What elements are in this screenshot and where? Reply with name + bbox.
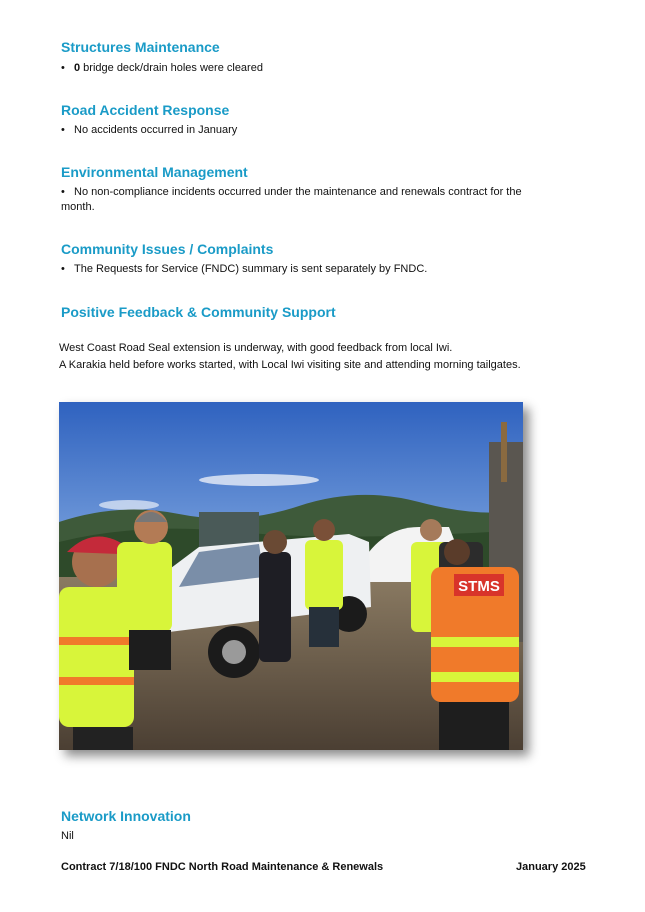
bullet-dot: • xyxy=(61,263,65,275)
bullet-environmental xyxy=(61,185,531,215)
heading-community-issues: Community Issues / Complaints xyxy=(61,241,274,257)
site-photo xyxy=(59,402,523,750)
bullet-text: No accidents occurred in January xyxy=(74,124,238,136)
bullet-text: No non-compliance incidents occurred under the maintenance and renewals contract for the month. xyxy=(61,186,522,213)
worker-head xyxy=(313,519,335,541)
heading-network-innovation: Network Innovation xyxy=(61,808,191,824)
vest-stripe xyxy=(431,637,519,647)
bullet-accident xyxy=(61,123,541,138)
vest-stripe xyxy=(59,677,134,685)
stms-label: STMS xyxy=(458,578,500,595)
feedback-line-1: West Coast Road Seal extension is underway, with good feedback from local Iwi. xyxy=(59,342,453,354)
worker-shorts xyxy=(309,607,339,647)
bullet-structures xyxy=(61,61,541,76)
feedback-line-2: A Karakia held before works started, with Local Iwi visiting site and attending morning tailgates. xyxy=(59,359,521,371)
worker-head xyxy=(444,539,470,565)
cloud xyxy=(199,474,319,486)
truck-post xyxy=(501,422,507,482)
heading-positive-feedback: Positive Feedback & Community Support xyxy=(61,304,336,320)
vest-stripe xyxy=(59,637,134,645)
innovation-text: Nil xyxy=(61,830,74,842)
bullet-text: The Requests for Service (FNDC) summary is sent separately by FNDC. xyxy=(74,263,428,275)
worker-center xyxy=(305,540,343,610)
bullet-dot: • xyxy=(61,186,65,198)
worker-dark xyxy=(259,552,291,662)
cloud xyxy=(99,500,159,510)
heading-structures-maintenance: Structures Maintenance xyxy=(61,39,220,55)
bullet-dot: • xyxy=(61,62,65,74)
footer-date: January 2025 xyxy=(516,861,586,873)
worker-shorts xyxy=(73,727,133,750)
footer-contract: Contract 7/18/100 FNDC North Road Maintenance & Renewals xyxy=(61,861,384,873)
site-photo-illustration xyxy=(59,402,523,750)
ute-hub xyxy=(222,640,246,664)
bullet-text: bridge deck/drain holes were cleared xyxy=(80,62,263,74)
vest-stripe xyxy=(431,672,519,682)
bullet-community xyxy=(61,262,541,277)
bullet-dot: • xyxy=(61,124,65,136)
heading-environmental-management: Environmental Management xyxy=(61,164,248,180)
worker-trousers xyxy=(439,702,509,750)
worker-head xyxy=(420,519,442,541)
worker-head xyxy=(263,530,287,554)
heading-road-accident-response: Road Accident Response xyxy=(61,102,230,118)
bridge-count: 0 xyxy=(74,62,81,74)
worker-shorts xyxy=(129,630,171,670)
worker-2 xyxy=(117,542,172,632)
